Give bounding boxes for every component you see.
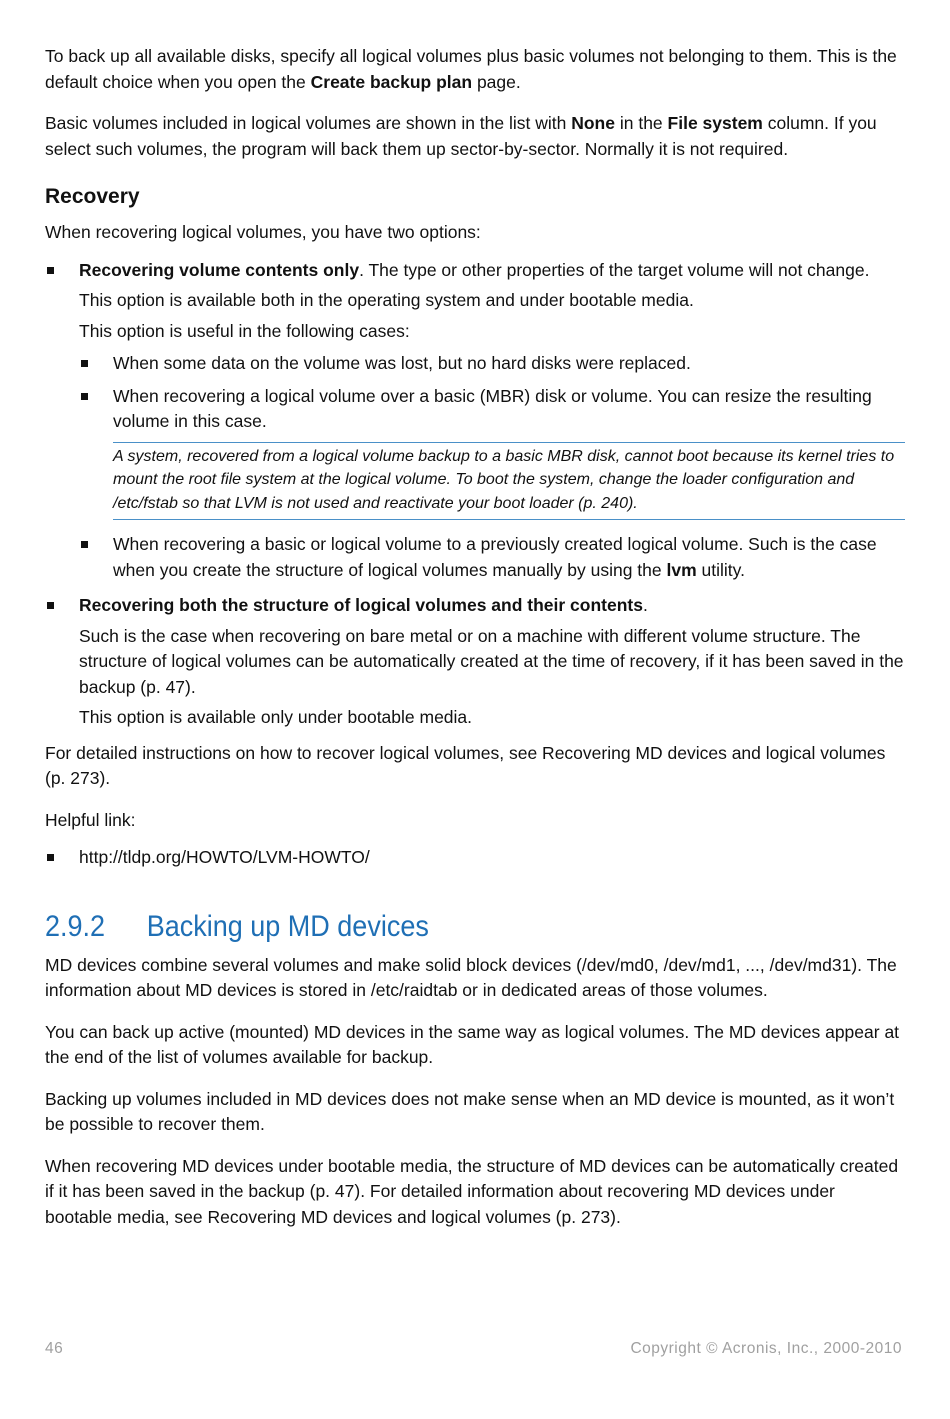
create-backup-plan-term: Create backup plan <box>310 71 473 92</box>
bullet-icon <box>47 854 54 861</box>
copyright-notice: Copyright © Acronis, Inc., 2000-2010 <box>630 1340 902 1357</box>
lvm-howto-link[interactable]: http://tldp.org/HOWTO/LVM-HOWTO/ <box>79 847 370 867</box>
details-paragraph: For detailed instructions on how to recover logical volumes, see Recovering MD devices and logical volumes (p. 273). <box>45 742 886 788</box>
note-box: A system, recovered from a logical volume backup to a basic MBR disk, cannot boot because its kernel tries to mount the root file system at the logical volume. To boot the system, change the loader configuration and /etc/fstab so that LVM is not used and reactivate your boot loader (p. 240). <box>113 442 905 521</box>
document-page <box>45 44 905 1246</box>
case-item: When recovering a basic or logical volume to a previously created logical volume. Such is the case when you create the structure of logical volumes manually by using the lvm utility. <box>79 532 905 583</box>
section-heading: 2.9.2 Backing up MD devices <box>45 909 429 943</box>
md-paragraph-2: You can back up active (mounted) MD devices in the same way as logical volumes. The MD devices appear at the end of the list of volumes available for backup. <box>45 1021 900 1067</box>
page-number: 46 <box>45 1340 64 1357</box>
bullet-icon <box>81 360 88 367</box>
recovery-lead: When recovering logical volumes, you have two options: <box>45 222 481 242</box>
bullet-icon <box>81 393 88 400</box>
md-paragraph-1: MD devices combine several volumes and make solid block devices (/dev/md0, /dev/md1, ..., /dev/md31). The information about MD devices is stored in /etc/raidtab or in dedicated areas of those volumes. <box>45 954 897 1000</box>
case-item: When some data on the volume was lost, but no hard disks were replaced. <box>79 351 905 377</box>
md-paragraph-4: When recovering MD devices under bootable media, the structure of MD devices can be automatically created if it has been saved in the backup (p. 47). For detailed information about recovering MD devices under bootable media, see Recovering MD devices and logical volumes (p. 273). <box>45 1155 899 1227</box>
option-structure-and-contents: Recovering both the structure of logical volumes and their contents. Such is the case when recovering on bare metal or on a machine with different volume structure. The structure of logical volumes can be automatically created at the time of recovery, if it has been saved in the backup (p. 47). This option is available only under bootable media. <box>45 593 905 731</box>
intro-paragraph-1: To back up all available disks, specify all logical volumes plus basic volumes not belonging to them. This is the default choice when you open the Create backup plan page. <box>45 46 897 92</box>
recovery-heading: Recovery <box>45 185 140 208</box>
case-item: When recovering a logical volume over a basic (MBR) disk or volume. You can resize the resulting volume in this case. <box>79 384 905 435</box>
intro-paragraph-2: Basic volumes included in logical volumes are shown in the list with None in the File system column. If you select such volumes, the program will back them up sector-by-sector. Normally it is not required. <box>45 113 877 159</box>
md-paragraph-3: Backing up volumes included in MD devices does not make sense when an MD device is mounted, as it won’t be possible to recover them. <box>45 1088 895 1134</box>
bullet-icon <box>47 602 54 609</box>
bullet-icon <box>47 267 54 274</box>
page-footer <box>45 1340 902 1362</box>
option-volume-contents: Recovering volume contents only. The type or other properties of the target volume will not change. This option is available both in the operating system and under bootable media. This option is useful in the following cases: When some data on the volume was lost, but no hard disks were replaced. When recovering a logical volume over a basic (MBR) disk or volume. You can resize the resulting volume in this case. A system, recovered from a logical volume backup to a basic MBR disk, cannot boot because its kernel tries to mount the root file system at the logical volume. To boot the system, change the loader configuration and /etc/fstab so that LVM is not used and reactivate your boot loader (p. 240). When recovering a basic or logical volume to a previously created logical volume. Such is the case when you create the structure of logical volumes manually by using the lvm utility. <box>45 258 905 584</box>
helpful-link-label: Helpful link: <box>45 809 136 830</box>
link-item <box>45 845 905 871</box>
bullet-icon <box>81 541 88 548</box>
